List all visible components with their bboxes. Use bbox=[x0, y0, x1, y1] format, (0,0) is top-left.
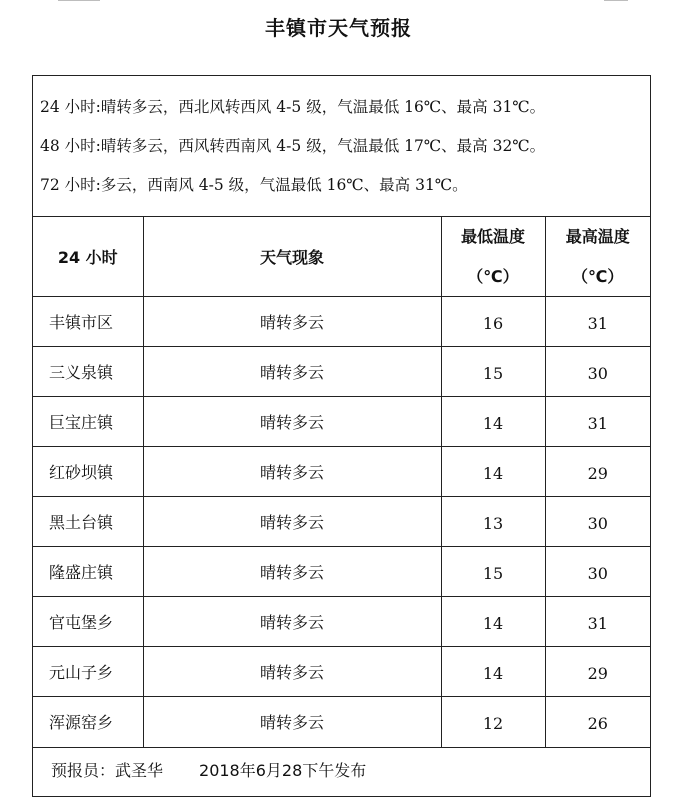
row-max-temp: 30 bbox=[545, 547, 650, 597]
row-condition: 晴转多云 bbox=[143, 297, 441, 347]
row-max-temp: 30 bbox=[545, 497, 650, 547]
row-min-temp: 15 bbox=[441, 347, 545, 397]
header-max-temp-unit: （℃） bbox=[572, 267, 624, 286]
row-place: 黑土台镇 bbox=[33, 497, 143, 547]
row-min-temp: 12 bbox=[441, 697, 545, 747]
summary-72h: 72 小时:多云，西南风 4-5 级，气温最低 16℃、最高 31℃。 bbox=[40, 176, 468, 194]
row-max-temp: 30 bbox=[545, 347, 650, 397]
table-row bbox=[33, 647, 650, 697]
row-condition: 晴转多云 bbox=[143, 497, 441, 547]
header-min-temp bbox=[441, 217, 545, 297]
page-corner-mark-left bbox=[58, 0, 100, 4]
summary-48h: 48 小时:晴转多云，西风转西南风 4-5 级，气温最低 17℃、最高 32℃。 bbox=[40, 137, 546, 155]
row-place: 浑源窑乡 bbox=[33, 697, 143, 747]
row-max-temp: 31 bbox=[545, 397, 650, 447]
header-period: 24 小时 bbox=[33, 217, 143, 297]
row-min-temp: 15 bbox=[441, 547, 545, 597]
row-place: 三义泉镇 bbox=[33, 347, 143, 397]
page-corner-mark-right bbox=[604, 0, 628, 4]
table-row bbox=[33, 497, 650, 547]
row-condition: 晴转多云 bbox=[143, 397, 441, 447]
row-condition: 晴转多云 bbox=[143, 447, 441, 497]
row-max-temp: 26 bbox=[545, 697, 650, 747]
row-place: 元山子乡 bbox=[33, 647, 143, 697]
publish-date: 2018年6月28下午发布 bbox=[199, 760, 367, 780]
table-row bbox=[33, 347, 650, 397]
row-condition: 晴转多云 bbox=[143, 697, 441, 747]
header-max-temp bbox=[545, 217, 650, 297]
table-header-row bbox=[33, 217, 650, 297]
row-place: 红砂坝镇 bbox=[33, 447, 143, 497]
header-condition: 天气现象 bbox=[143, 217, 441, 297]
row-condition: 晴转多云 bbox=[143, 547, 441, 597]
row-min-temp: 14 bbox=[441, 647, 545, 697]
row-condition: 晴转多云 bbox=[143, 347, 441, 397]
row-min-temp: 14 bbox=[441, 447, 545, 497]
table-row bbox=[33, 597, 650, 647]
row-max-temp: 31 bbox=[545, 297, 650, 347]
table-row bbox=[33, 547, 650, 597]
forecast-footer bbox=[33, 747, 650, 796]
forecaster-name: 预报员：武圣华 bbox=[51, 760, 164, 780]
row-max-temp: 31 bbox=[545, 597, 650, 647]
row-min-temp: 14 bbox=[441, 397, 545, 447]
table-row bbox=[33, 447, 650, 497]
summary-24h: 24 小时:晴转多云，西北风转西风 4-5 级，气温最低 16℃、最高 31℃。 bbox=[40, 98, 546, 116]
row-min-temp: 14 bbox=[441, 597, 545, 647]
row-max-temp: 29 bbox=[545, 447, 650, 497]
table-row bbox=[33, 297, 650, 347]
header-max-temp-label: 最高温度 bbox=[565, 227, 630, 246]
row-place: 隆盛庄镇 bbox=[33, 547, 143, 597]
row-min-temp: 16 bbox=[441, 297, 545, 347]
row-place: 官屯堡乡 bbox=[33, 597, 143, 647]
row-place: 丰镇市区 bbox=[33, 297, 143, 347]
header-min-temp-label: 最低温度 bbox=[460, 227, 525, 246]
forecast-table bbox=[33, 217, 650, 747]
table-row bbox=[33, 697, 650, 747]
row-condition: 晴转多云 bbox=[143, 597, 441, 647]
header-min-temp-unit: （℃） bbox=[467, 267, 519, 286]
row-place: 巨宝庄镇 bbox=[33, 397, 143, 447]
forecast-summary bbox=[33, 76, 650, 217]
forecast-sheet bbox=[32, 75, 651, 797]
document-title: 丰镇市天气预报 bbox=[265, 16, 412, 40]
row-max-temp: 29 bbox=[545, 647, 650, 697]
row-condition: 晴转多云 bbox=[143, 647, 441, 697]
row-min-temp: 13 bbox=[441, 497, 545, 547]
table-row bbox=[33, 397, 650, 447]
